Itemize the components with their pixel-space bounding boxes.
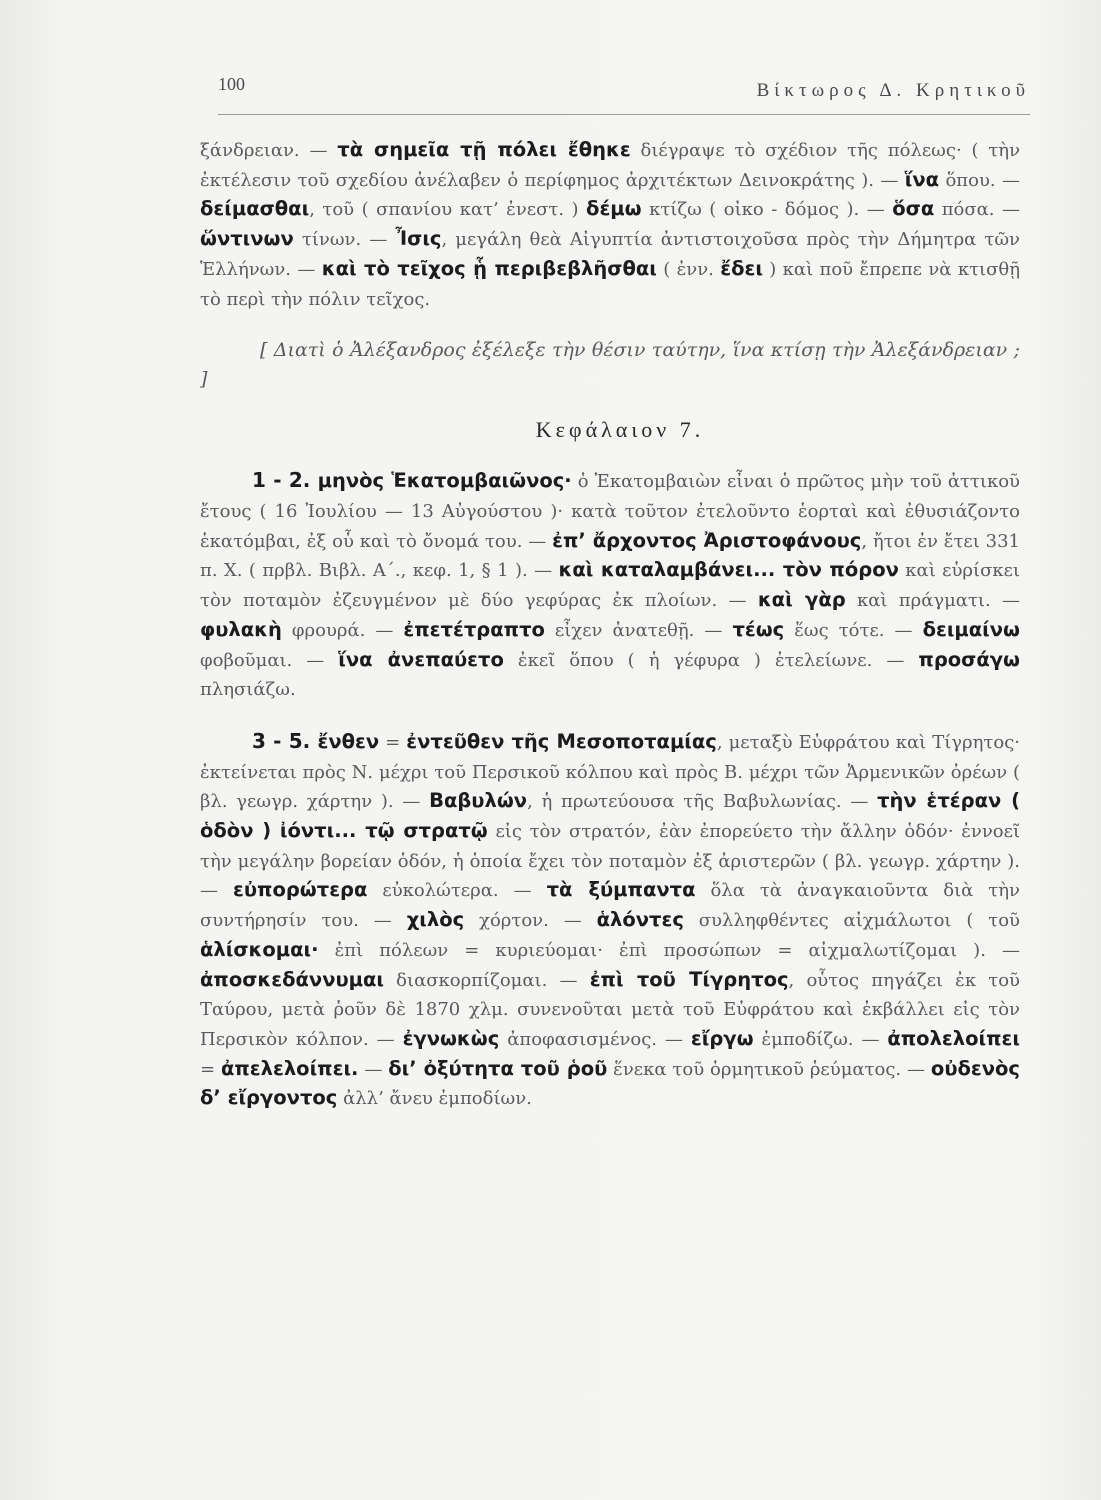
gloss-text: = xyxy=(200,1058,221,1080)
lemma-term: ἵνα ἀνεπαύετο xyxy=(338,647,504,671)
lemma-term: δι’ ὀξύτητα τοῦ ῥοῦ xyxy=(388,1056,608,1080)
lemma-term: τὰ σημεῖα τῇ πόλει ἔθηκε xyxy=(337,138,631,161)
gloss-text: εἶχεν ἀνατεθῇ. — xyxy=(544,619,733,641)
lemma-term: ἐγνωκὼς xyxy=(402,1026,500,1050)
gloss-text: κτίζω ( οἰκο - δόμος ). — xyxy=(641,199,893,221)
gloss-text: , μεταξὺ Εὐφράτου καὶ Τίγρητος· ἐκτείνεται πρὸς Ν. μέχρι τοῦ Περσικοῦ κόλπου καὶ πρὸς Β. μέχρι τῶν Ἀρμενικῶν ὀρέων ( βλ. γεωγρ. χάρτην ). — xyxy=(200,731,1021,813)
lemma-term: ἐντεῦθεν τῆς Μεσοποταμίας xyxy=(406,729,717,753)
body-text xyxy=(200,136,1020,1114)
lemma-term: ἵνα xyxy=(904,167,940,191)
gloss-text: ὁ Ἑκατομβαιὼν εἶναι ὁ πρῶτος μὴν τοῦ ἀττικοῦ ἔτους ( 16 Ἰουλίου — 13 Αὐγούστου )· κατὰ τοῦτον ἐτελοῦντο ἑορταὶ καὶ ἐθυσιάζοντο ἑκατόμβαι, ἐξ οὗ καὶ τὸ ὄνομά του. — xyxy=(200,471,1020,552)
gloss-text: καὶ εὑρίσκει τὸν ποταμὸν ἐζευγμένον μὲ δύο γεφύρας ἐκ πλοίων. — xyxy=(200,560,1020,612)
gloss-text: ὅπου. — xyxy=(939,169,1020,191)
gloss-text: , τοῦ ( σπανίου κατ’ ἐνεστ. ) xyxy=(309,199,587,221)
gloss-text: φρουρά. — xyxy=(281,619,404,641)
gloss-text: χόρτον. — xyxy=(464,910,597,932)
lemma-term: φυλακὴ xyxy=(200,617,282,641)
lemma-term: εὐπορώτερα xyxy=(233,878,368,902)
lemma-term: ἔνθεν xyxy=(317,729,380,753)
gloss-text: ἀποφασισμένος. — xyxy=(499,1028,691,1050)
lemma-term: χιλὸς xyxy=(406,908,465,932)
lemma-term: Βαβυλών xyxy=(429,789,528,813)
gloss-text: , οὗτος πηγάζει ἐκ τοῦ Ταύρου, μετὰ ῥοῦν δὲ 1870 χλμ. συνενοῦται μετὰ τοῦ Εὐφράτου καὶ ἐκβάλλει εἰς τὸν Περσικὸν κόλπον. — xyxy=(200,969,1020,1050)
gloss-text: ὅλα τὰ ἀναγκαιοῦντα διὰ τὴν συντήρησίν του. — xyxy=(200,880,1020,932)
gloss-text: τίνων. — xyxy=(293,229,396,251)
commentary-paragraph-1 xyxy=(200,136,1020,314)
gloss-text: , ἡ πρωτεύουσα τῆς Βαβυλωνίας. — xyxy=(527,791,878,813)
gloss-text: — xyxy=(358,1058,389,1080)
running-head: Βίκτωρος Δ. Κρητικοῦ xyxy=(756,80,1030,101)
gloss-text: εὐκολώτερα. — xyxy=(367,880,547,902)
gloss-text: , ἤτοι ἐν ἔτει 331 π. Χ. ( πρβλ. Βιβλ. Α΄., κεφ. 1, § 1 ). — xyxy=(200,530,1020,582)
gloss-text: = xyxy=(379,731,407,753)
gloss-text: συλληφθέντες αἰχμάλωτοι ( τοῦ xyxy=(683,910,1020,932)
lemma-term: ἐπετέτραπτο xyxy=(403,617,545,641)
lemma-term: Ἶσις xyxy=(395,227,442,251)
lemma-term: ἔδει xyxy=(720,256,763,280)
gloss-text: εἰς τὸν στρατόν, ἐὰν ἐπορεύετο τὴν ἄλλην ὁδόν· ἐννοεῖ τὴν μεγάλην βορείαν ὁδόν, ἡ ὁποία ἔχει τὸν ποταμὸν ἐξ ἀριστερῶν ( βλ. γεωγρ. χάρτην ). — xyxy=(200,821,1021,902)
lemma-term: ἁλίσκομαι· xyxy=(200,937,319,961)
lemma-term: τέως xyxy=(732,617,785,641)
lemma-term: ἀποσκεδάννυμαι xyxy=(200,967,384,991)
gloss-text: διασκορπίζομαι. — xyxy=(383,969,590,991)
lemma-term: καὶ τὸ τεῖχος ᾗ περιβεβλῆσθαι xyxy=(321,256,657,280)
lemma-term: ἐπὶ τοῦ Τίγρητος xyxy=(589,967,789,991)
lemma-term: δέμω xyxy=(586,197,642,221)
lemma-term: ὅσα xyxy=(892,197,935,221)
gloss-text: ἐκεῖ ὅπου ( ἡ γέφυρα ) ἐτελείωνε. — xyxy=(503,649,919,671)
lemma-term: ὥντινων xyxy=(200,227,294,251)
lemma-term: ἐπ’ ἄρχοντος Ἀριστοφάνους xyxy=(552,528,862,552)
lemma-term: τὴν ἑτέραν ( ὁδὸν ) ἰόντι... τῷ στρατῷ xyxy=(200,789,1021,843)
section-number: 3 - 5. xyxy=(252,728,318,753)
lemma-term: δειμαίνω xyxy=(922,617,1020,641)
gloss-text: πλησιάζω. xyxy=(200,679,296,701)
gloss-text: φοβοῦμαι. — xyxy=(200,649,339,671)
gloss-text: ἕνεκα τοῦ ὁρμητικοῦ ῥεύματος. — xyxy=(607,1058,931,1080)
page-number: 100 xyxy=(218,74,245,94)
lemma-term: καὶ γὰρ xyxy=(757,588,846,612)
commentary-paragraph-3 xyxy=(200,727,1020,1114)
gloss-text: καὶ πράγματι. — xyxy=(845,590,1021,612)
gloss-text: , μεγάλη θεὰ Αἰγυπτία ἀντιστοιχοῦσα πρὸς τὴν Δήμητρα τῶν Ἑλλήνων. — xyxy=(200,229,1020,280)
chapter-title: Κεφάλαιον 7. xyxy=(535,416,705,442)
study-question: [ Διατὶ ὁ Ἀλέξανδρος ἐξέλεξε τὴν θέσιν ταύτην, ἵνα κτίσῃ τὴν Ἀλεξάνδρειαν ; ] xyxy=(200,339,1020,390)
gloss-text: ξάνδρειαν. — xyxy=(200,140,338,161)
gloss-text: ( ἐνν. xyxy=(656,258,721,280)
gloss-text: ἐμποδίζω. — xyxy=(753,1028,888,1050)
lemma-term: εἴργω xyxy=(690,1026,754,1050)
section-number: 1 - 2. xyxy=(252,468,318,493)
commentary-paragraph-2 xyxy=(200,466,1020,705)
gloss-text: διέγραψε τὸ σχέδιον τῆς πόλεως· ( τὴν ἐκτέλεσιν τοῦ σχεδίου ἀνέλαβεν ὁ περίφημος ἀρχιτέκτων Δεινοκράτης ). — xyxy=(200,140,1021,191)
lemma-term: ἀπελελοίπει. xyxy=(220,1056,359,1080)
lemma-term: ἁλόντες xyxy=(596,908,684,932)
lemma-term: μηνὸς Ἑκατομβαιῶνος· xyxy=(317,469,572,493)
lemma-term: τὰ ξύμπαντα xyxy=(546,878,696,902)
gloss-text: πόσα. — xyxy=(934,199,1020,221)
page-header xyxy=(218,74,1030,115)
lemma-term: προσάγω xyxy=(918,647,1020,671)
gloss-text: ἀλλ’ ἄνευ ἐμποδίων. xyxy=(337,1088,532,1110)
gloss-text: ἕως τότε. — xyxy=(784,619,923,641)
lemma-term: καὶ καταλαμβάνει... τὸν πόρον xyxy=(558,558,899,582)
lemma-term: δείμασθαι xyxy=(200,197,310,221)
gloss-text: ἐπὶ πόλεων = κυριεύομαι· ἐπὶ προσώπων = αἰχμαλωτίζομαι ). — xyxy=(318,939,1020,961)
lemma-term: οὐδενὸς δ’ εἴργοντος xyxy=(200,1056,1020,1110)
gloss-text: ) καὶ ποῦ ἔπρεπε νὰ κτισθῇ τὸ περὶ τὴν πόλιν τεῖχος. xyxy=(200,258,1020,310)
lemma-term: ἀπολελοίπει xyxy=(887,1026,1020,1050)
